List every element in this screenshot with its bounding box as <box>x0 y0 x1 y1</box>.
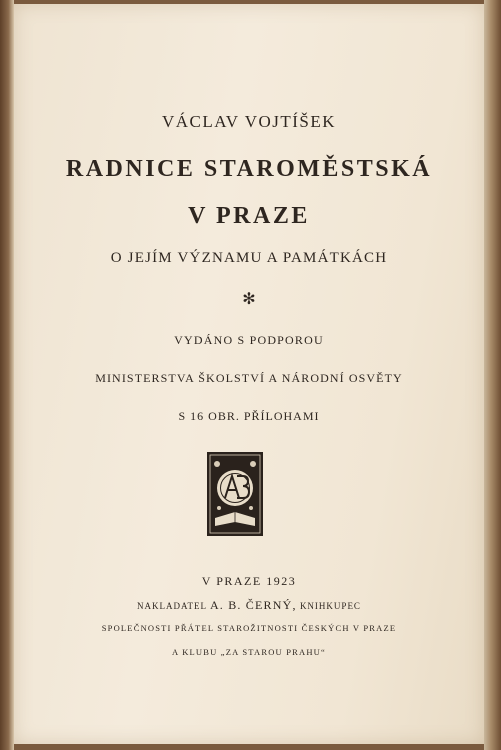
page-edge <box>484 0 501 750</box>
book-subtitle: O JEJÍM VÝZNAMU A PAMÁTKÁCH <box>110 250 388 266</box>
plates-note: S 16 OBR. PŘÍLOHAMI <box>178 409 320 423</box>
publisher-name: A. B. ČERNÝ, <box>209 598 297 612</box>
book-spine-shadow <box>0 0 14 750</box>
imprint-city-year: V PRAZE 1923 <box>201 574 297 588</box>
support-line-1: VYDÁNO S PODPOROU <box>174 333 324 347</box>
book-title-line-2: V PRAZE <box>188 203 310 229</box>
author-name: VÁCLAV VOJTÍŠEK <box>161 112 337 131</box>
publisher-logo-icon <box>207 452 263 536</box>
title-page <box>14 4 484 744</box>
book-title-line-1: RADNICE STAROMĚSTSKÁ <box>65 156 433 182</box>
society-line: SPOLEČNOSTI PŘÁTEL STAROŽITNOSTI ČESKÝCH V PRAZE <box>101 623 397 633</box>
publisher-suffix: KNIHKUPEC <box>299 601 361 611</box>
support-line-2: MINISTERSTVA ŠKOLSTVÍ A NÁRODNÍ OSVĚTY <box>95 371 403 385</box>
publisher-prefix: NAKLADATEL <box>137 601 207 611</box>
publisher-line <box>14 598 484 613</box>
club-line: A KLUBU „ZA STAROU PRAHU“ <box>172 647 326 657</box>
ornament-icon: ✻ <box>242 291 256 308</box>
